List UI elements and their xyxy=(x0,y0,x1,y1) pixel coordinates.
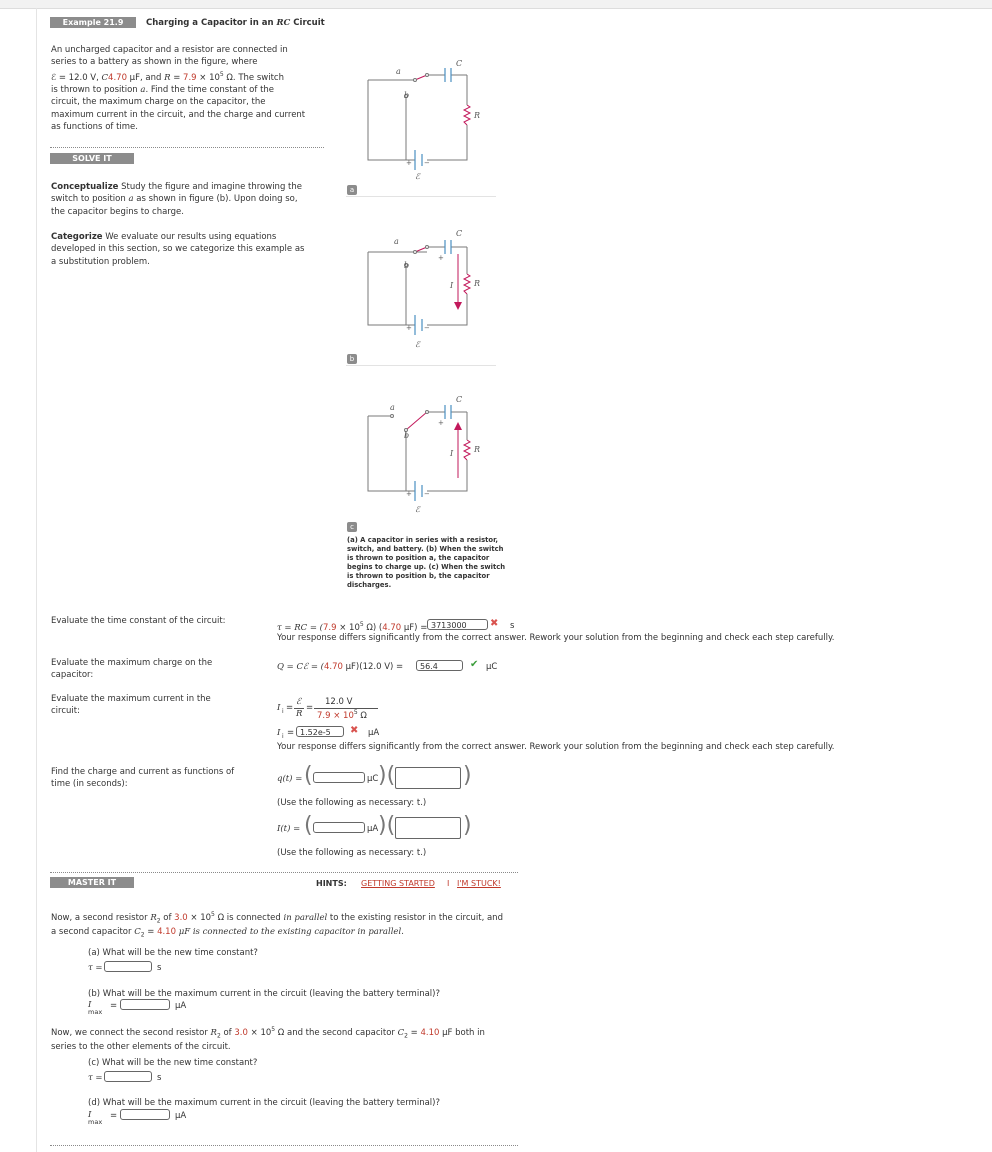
example-title: Charging a Capacitor in an RC Circuit xyxy=(146,18,325,28)
q-lhs: q(t) = xyxy=(277,774,303,784)
tau-answer-input[interactable]: 3713000 xyxy=(427,619,488,630)
svg-text:−: − xyxy=(424,324,430,332)
i-unit: μA xyxy=(367,824,379,834)
svg-text:b: b xyxy=(404,261,410,270)
divider xyxy=(50,872,518,873)
answer-c-input[interactable] xyxy=(104,1071,152,1082)
i-expression-input[interactable] xyxy=(395,817,461,839)
hint-im-stuck-link[interactable]: I'M STUCK! xyxy=(457,879,501,888)
qmax-unit: μC xyxy=(486,662,498,672)
svg-text:+: + xyxy=(438,419,444,427)
figure-badge-a: a xyxy=(347,185,357,195)
qmax-answer-input[interactable]: 56.4 xyxy=(416,660,463,671)
svg-text:+: + xyxy=(406,490,412,498)
wrong-icon: ✖ xyxy=(350,725,359,736)
answer-d-input[interactable] xyxy=(120,1109,170,1120)
question-c: (c) What will be the new time constant? xyxy=(88,1058,258,1068)
circuit-figure-a xyxy=(340,50,520,185)
categorize-paragraph: Categorize We evaluate our results using equations developed in this section, so we categorize this example as a substitution problem. xyxy=(51,232,305,267)
qmax-equation: Q = Cℰ = (4.70 μF)(12.0 V) = xyxy=(277,662,404,672)
figure-separator xyxy=(346,365,496,366)
q-amplitude-input[interactable] xyxy=(313,772,365,783)
master-paragraph-3: Now, we connect the second resistor $R_2$ of $3.0 \times 10^5$ Ω and the second capacitor $C_2 = 4.10$ μF both in xyxy=(51,1026,485,1040)
svg-text:I: I xyxy=(450,449,454,458)
imax-equation: I i = ℰ R = 12.0 V $7.9 \times 10^5$ Ω xyxy=(277,697,397,723)
svg-text:+: + xyxy=(438,254,444,262)
svg-text:R: R xyxy=(474,279,481,288)
tau-equation: τ = RC = ($7.9 \times 10^5$ Ω) (4.70 μF) = xyxy=(277,621,428,633)
question-a: (a) What will be the new time constant? xyxy=(88,948,258,958)
svg-text:+: + xyxy=(406,324,412,332)
hints-label: HINTS: xyxy=(316,879,347,888)
correct-icon: ✔ xyxy=(470,659,479,670)
q-expression-input[interactable] xyxy=(395,767,461,789)
svg-text:C: C xyxy=(456,229,463,238)
svg-text:R: R xyxy=(474,111,481,120)
figure-badge-c: c xyxy=(347,522,357,532)
svg-text:b: b xyxy=(404,91,410,100)
svg-text:R: R xyxy=(474,445,481,454)
svg-text:+: + xyxy=(406,159,412,167)
master-it-tab: MASTER IT xyxy=(50,877,134,888)
svg-text:ℰ: ℰ xyxy=(415,172,420,181)
hint-getting-started-link[interactable]: GETTING STARTED xyxy=(361,879,435,888)
master-paragraph-2: a second capacitor $C_2 = 4.10$ μF is connected to the existing capacitor in parallel. xyxy=(51,927,404,939)
imax-prompt: Evaluate the maximum current in the circuit: xyxy=(51,694,211,717)
imax-unit: μA xyxy=(368,728,380,738)
answer-a-input[interactable] xyxy=(104,961,152,972)
svg-text:I: I xyxy=(450,281,454,290)
svg-text:b: b xyxy=(404,431,410,440)
svg-text:a: a xyxy=(396,67,401,76)
tau-unit: s xyxy=(510,621,515,631)
figure-caption: (a) A capacitor in series with a resistor, switch, and battery. (b) When the switch is thrown to position a, the capacitor begins to charge up. (c) When the switch is thrown to position b, the capacitor discharges. xyxy=(347,536,506,589)
circuit-figure-b xyxy=(340,222,520,357)
master-paragraph-1: Now, a second resistor $R_2$ of $3.0 \times 10^5$ Ω is connected in parallel to the existing resistor in the circuit, and xyxy=(51,911,503,925)
question-b: (b) What will be the maximum current in the circuit (leaving the battery terminal)? xyxy=(88,989,440,999)
q-note: (Use the following as necessary: t.) xyxy=(277,798,427,808)
figure-badge-b: b xyxy=(347,354,357,364)
q-unit: μC xyxy=(367,774,379,784)
svg-text:C: C xyxy=(456,59,463,68)
svg-text:a: a xyxy=(394,237,399,246)
divider xyxy=(50,147,324,148)
imax-answer-input[interactable]: 1.52e-5 xyxy=(296,726,344,737)
left-margin-line xyxy=(36,8,37,1152)
tau-prompt: Evaluate the time constant of the circuit: xyxy=(51,616,226,626)
svg-text:−: − xyxy=(424,490,430,498)
figure-separator xyxy=(346,196,496,197)
intro-paragraph: An uncharged capacitor and a resistor are connected in series to a battery as shown in the figure, where ℰ = 12.0 V, C4.70 μF, and $R = 7.9 \times 10^5$ Ω. The switch is thrown to position a. Find the time constant of the circuit, the maximum charge on the capacitor, the maximum current in the circuit, and the charge and current as functions of time. xyxy=(51,45,306,133)
svg-text:ℰ: ℰ xyxy=(415,340,420,349)
divider xyxy=(50,1145,518,1146)
master-paragraph-4: series to the other elements of the circuit. xyxy=(51,1042,231,1052)
svg-text:ℰ: ℰ xyxy=(415,505,420,514)
solve-it-tab: SOLVE IT xyxy=(50,153,134,164)
imax-feedback: Your response differs significantly from the correct answer. Rework your solution from the beginning and check each step carefully. xyxy=(277,742,835,752)
i-note: (Use the following as necessary: t.) xyxy=(277,848,427,858)
svg-text:−: − xyxy=(424,159,430,167)
question-d: (d) What will be the maximum current in the circuit (leaving the battery terminal)? xyxy=(88,1098,440,1108)
functions-prompt: Find the charge and current as functions of time (in seconds): xyxy=(51,767,235,790)
i-lhs: I(t) = xyxy=(277,824,301,834)
example-tag: Example 21.9 xyxy=(50,17,136,28)
qmax-prompt: Evaluate the maximum charge on the capacitor: xyxy=(51,658,213,681)
circuit-figure-c xyxy=(340,388,520,523)
svg-text:a: a xyxy=(390,403,395,412)
answer-b-input[interactable] xyxy=(120,999,170,1010)
top-bar xyxy=(0,0,992,9)
i-amplitude-input[interactable] xyxy=(313,822,365,833)
wrong-icon: ✖ xyxy=(490,618,499,629)
tau-feedback: Your response differs significantly from the correct answer. Rework your solution from the beginning and check each step carefully. xyxy=(277,633,835,643)
conceptualize-paragraph: Conceptualize Study the figure and imagine throwing the switch to position a as shown in figure (b). Upon doing so, the capacitor begins to charge. xyxy=(51,182,302,217)
svg-text:C: C xyxy=(456,395,463,404)
